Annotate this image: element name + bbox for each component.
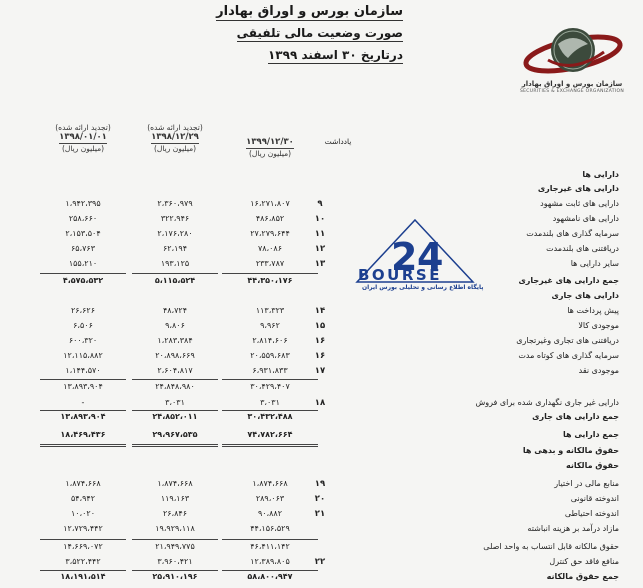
total-double-line [132, 444, 218, 447]
table-row: ۲۶،۶۲۶ ۴۸،۷۲۴ ۱۱۳،۳۲۳ ۱۴ پیش پرداخت ها [70, 306, 619, 316]
table-row: ۱۲،۷۲۹،۴۴۲ ۱۹،۹۲۹،۱۱۸ ۴۴،۱۵۶،۵۲۹ مازاد درآمد بر هزینه انباشته [63, 524, 619, 533]
statement-date: درتاریخ ۳۰ اسفند ۱۳۹۹ [267, 48, 403, 62]
column-header-1398-end: (تجدید ارائه شده) ۱۳۹۸/۱۲/۲۹ (میلیون ریال) [147, 123, 203, 153]
watermark-word: BOURSE [358, 266, 442, 284]
subtotal-line [132, 379, 218, 380]
table-row: ۱،۱۴۴،۵۷۰ ۲،۶۰۴،۸۱۷ ۶،۹۳۱،۸۳۳ ۱۷ موجودی نقد [65, 366, 619, 376]
table-row: ۱۳،۸۹۳،۹۰۴ ۲۴،۸۴۸،۹۸۰ ۳۰،۴۲۹،۴۰۷ [63, 382, 290, 391]
subtotal-line [40, 570, 126, 571]
watermark-subtitle: پایگاه اطلاع رسانی و تحلیلی بورس ایران [362, 284, 484, 291]
statement-title: صورت وضعیت مالی تلفیقی [236, 26, 403, 40]
table-row: ۱۸،۴۶۹،۴۳۶ ۲۹،۹۶۷،۵۳۵ ۷۴،۷۸۲،۶۶۴ جمع دارایی ها [60, 430, 619, 439]
logo-name: سازمان بورس و اوراق بهادار [521, 80, 623, 88]
total-double-line [40, 444, 126, 447]
table-row: ۵۴،۹۴۲ ۱۱۹،۱۶۳ ۲۸۹،۰۶۳ ۲۰ اندوخته قانونی [70, 494, 619, 504]
subtotal-line [132, 410, 218, 411]
subtotal-line [40, 410, 126, 411]
table-row: حقوق مالکانه [566, 461, 619, 470]
table-row: دارایی های غیرجاری [537, 184, 619, 193]
table-row: ۳،۵۲۲،۴۴۲ ۳،۹۶۰،۴۲۱ ۱۲،۳۸۹،۸۰۵ ۲۲ منافع فاقد حق کنترل [65, 557, 619, 567]
column-header-1398-start: (تجدید ارائه شده) ۱۳۹۸/۰۱/۰۱ (میلیون ریال) [55, 123, 111, 153]
subtotal-line [132, 539, 218, 540]
column-header-1399: ۱۳۹۹/۱۲/۳۰ (میلیون ریال) [246, 137, 294, 158]
note-column-header: یادداشت [324, 137, 352, 146]
table-row: دارایی های جاری [551, 291, 619, 300]
table-row: ۱۳،۸۹۳،۹۰۴ ۲۴،۸۵۲،۰۱۱ ۳۰،۴۳۲،۴۸۸ جمع دارایی های جاری [60, 412, 619, 421]
table-row: ۲۵۸،۶۶۰ ۳۲۲،۹۴۶ ۴۸۶،۸۵۲ ۱۰ دارایی های نامشهود [68, 214, 619, 224]
total-double-line [222, 444, 318, 447]
subtotal-line [40, 273, 126, 274]
table-row: ۱۵۵،۲۱۰ ۱۹۳،۱۲۵ ۲۳۳،۷۸۷ ۱۳ سایر دارایی ها [68, 259, 619, 269]
subtotal-line [222, 410, 318, 411]
table-row: ۱۲،۱۱۵،۸۸۲ ۲۰،۸۹۸،۶۶۹ ۲۰،۵۵۹،۶۸۳ ۱۶ سرمایه گذاری های کوتاه مدت [63, 351, 619, 361]
table-row: ۱،۸۷۴،۶۶۸ ۱،۸۷۴،۶۶۸ ۱،۸۷۴،۶۶۸ ۱۹ منابع مالی در اختیار [65, 479, 619, 489]
organization-name: سازمان بورس و اوراق بهادار [216, 4, 403, 19]
table-row: - ۳،۰۳۱ ۳،۰۳۱ ۱۸ دارایی غیر جاری نگهداری شده برای فروش [81, 398, 619, 408]
table-row: ۶۵،۷۶۳ ۶۲،۱۹۴ ۷۸،۰۸۶ ۱۲ دریافتنی های بلندمدت [70, 244, 619, 254]
table-row: ۶،۵۰۶ ۹،۸۰۶ ۹،۹۶۲ ۱۵ موجودی کالا [73, 321, 619, 331]
svg-text:4: 4 [417, 235, 444, 279]
table-row: ۱۸،۱۹۱،۵۱۴ ۲۵،۹۱۰،۱۹۶ ۵۸،۸۰۰،۹۴۷ جمع حقوق مالکانه [60, 572, 619, 581]
table-row: حقوق مالکانه و بدهی ها [522, 446, 619, 455]
table-row: ۴،۵۷۵،۵۳۲ ۵،۱۱۵،۵۲۴ ۴۴،۳۵۰،۱۷۶ جمع دارایی های غیرجاری [62, 276, 619, 285]
logo-subtitle: SECURITIES & EXCHANGE ORGANIZATION [520, 89, 624, 94]
subtotal-line [132, 570, 218, 571]
table-row: ۱۴،۶۶۹،۰۷۲ ۲۱،۹۴۹،۷۷۵ ۴۶،۴۱۱،۱۴۲ حقوق مالکانه قابل انتساب به واحد اصلی [63, 542, 619, 551]
subtotal-line [222, 570, 318, 571]
svg-text:2: 2 [391, 235, 418, 279]
subtotal-line [40, 379, 126, 380]
subtotal-line [222, 273, 318, 274]
table-row: ۱۰،۰۲۰ ۲۶،۸۴۶ ۹۰،۸۸۲ ۲۱ اندوخته احتیاطی [70, 509, 619, 519]
subtotal-line [40, 539, 126, 540]
subtotal-line [222, 379, 318, 380]
table-row: دارایی ها [582, 170, 619, 179]
table-row: ۱،۹۴۲،۳۹۵ ۲،۳۶۰،۹۷۹ ۱۶،۲۷۱،۸۰۷ ۹ دارایی های ثابت مشهود [65, 199, 619, 209]
table-row: ۲،۱۵۳،۵۰۴ ۲،۱۷۶،۲۸۰ ۲۷،۲۷۹،۶۴۴ ۱۱ سرمایه گذاری های بلندمدت [65, 229, 619, 239]
subtotal-line [222, 539, 318, 540]
table-row: ۶۰۰،۳۲۰ ۱،۲۸۳،۳۸۴ ۲،۸۱۴،۶۰۶ ۱۶ دریافتنی های تجاری وغیرتجاری [68, 336, 619, 346]
subtotal-line [132, 273, 218, 274]
